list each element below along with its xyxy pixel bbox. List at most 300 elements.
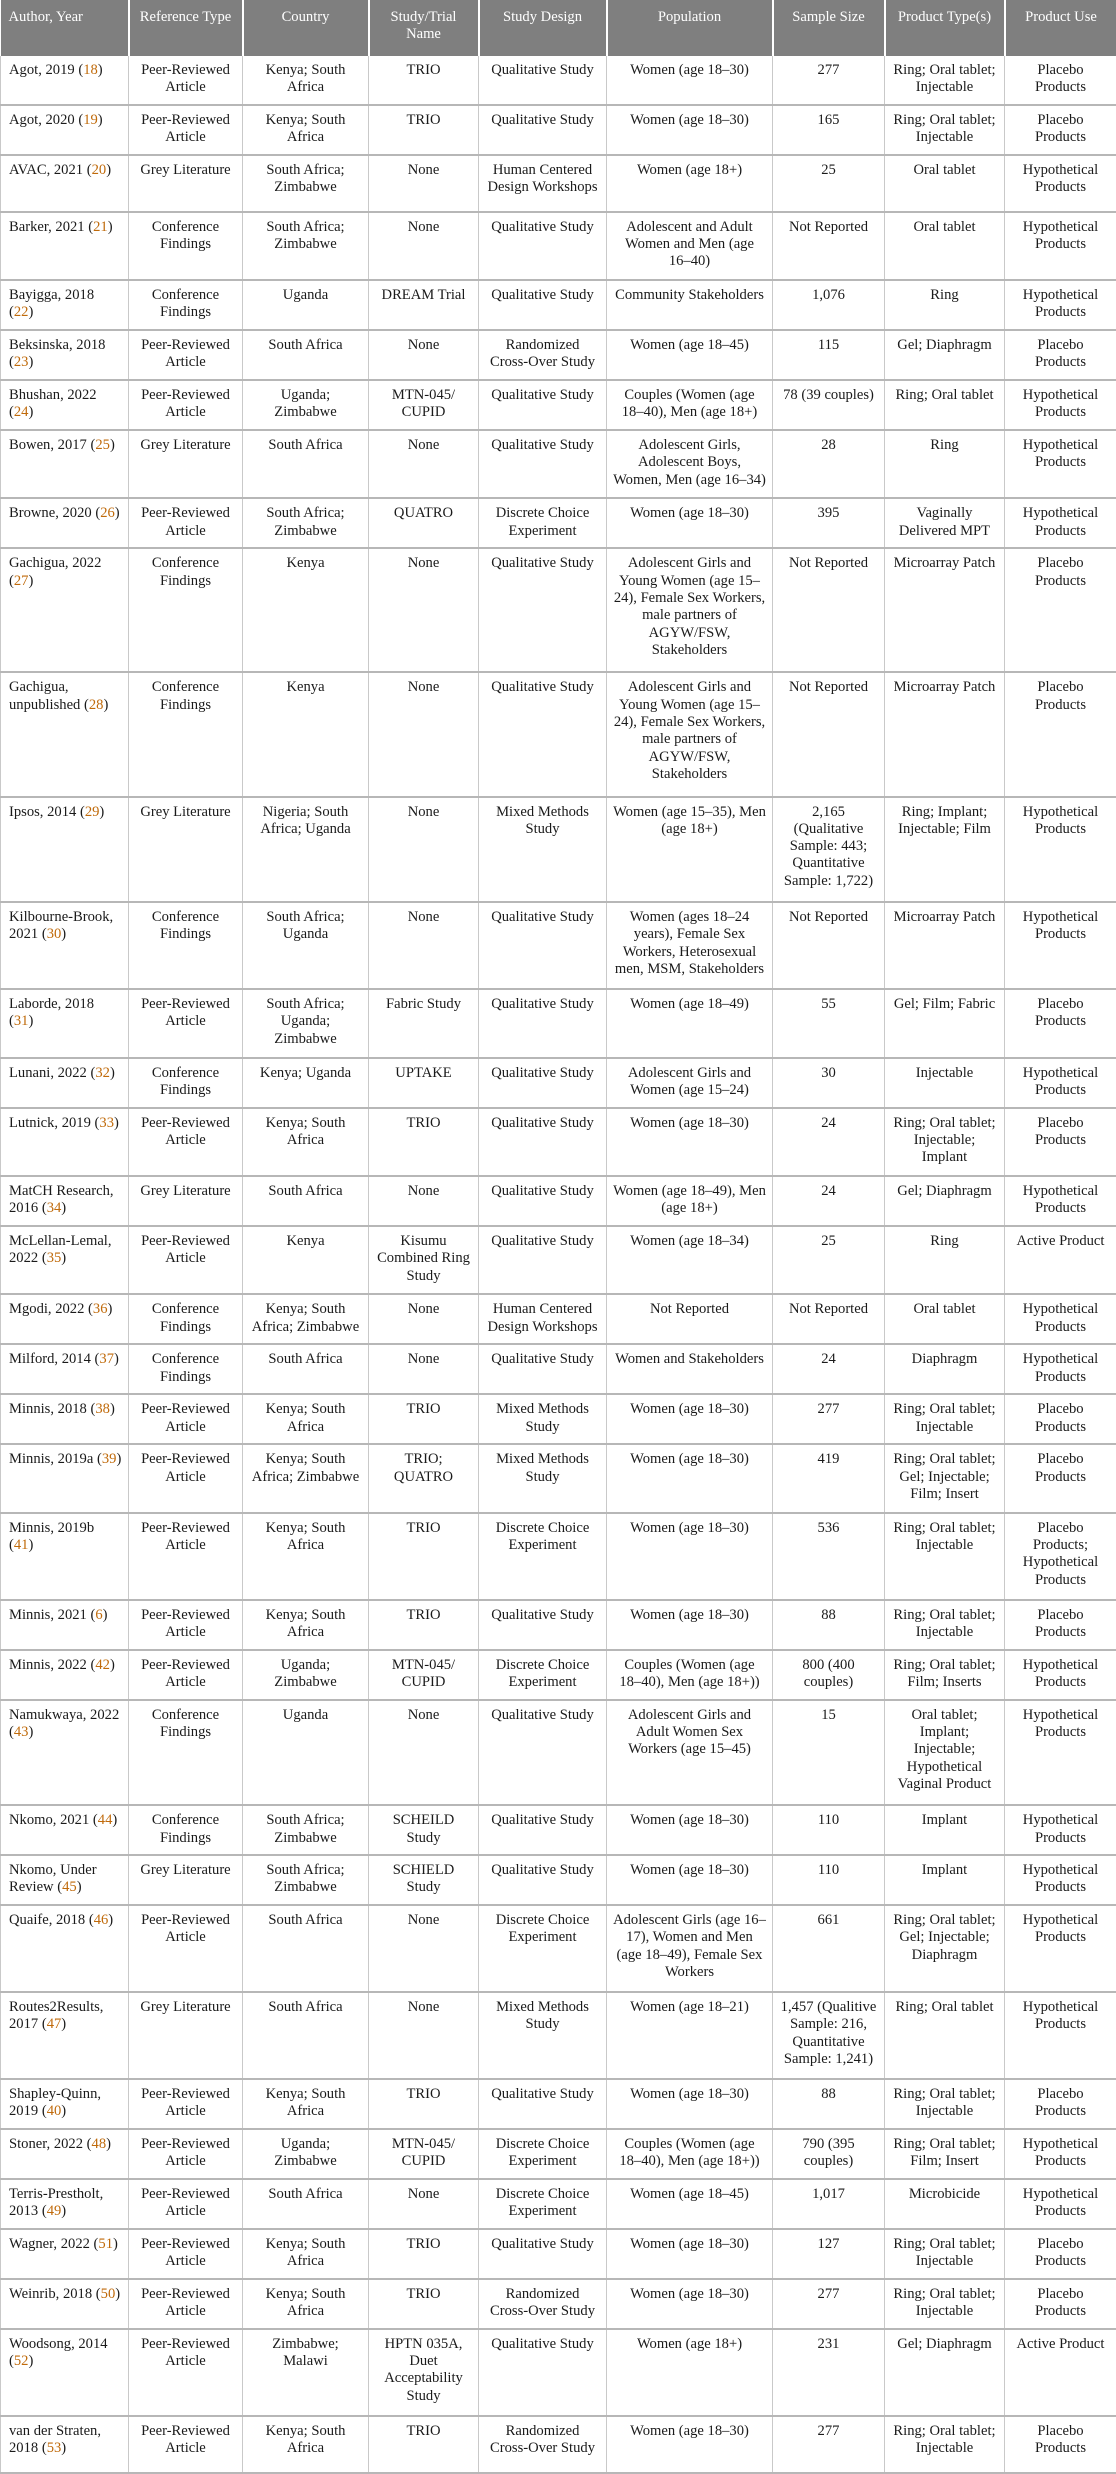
study-design-cell: Mixed Methods Study <box>479 797 607 903</box>
study-design-cell: Qualitative Study <box>479 430 607 498</box>
table-row <box>1 105 1116 155</box>
author-year-text: Quaife, 2018 ( <box>9 1912 94 1929</box>
author-year-text: McLellan-Lemal, 2022 ( <box>9 1233 112 1267</box>
author-year-text: Terris-Prestholt, 2013 ( <box>9 2186 104 2220</box>
table-row <box>1 548 1116 672</box>
product-types-cell: Oral tablet <box>885 155 1005 212</box>
sample-size-cell: 25 <box>773 155 885 212</box>
reference-number-link[interactable]: 27 <box>13 572 29 589</box>
reference-type-cell: Peer-Reviewed Article <box>129 1600 243 1650</box>
population-cell: Women (age 18–45) <box>607 330 773 380</box>
sample-size-cell: 661 <box>773 1905 885 1992</box>
product-use-cell: Placebo Products <box>1005 548 1116 672</box>
study-name-cell: MTN-045/ CUPID <box>369 380 479 430</box>
reference-type-cell: Peer-Reviewed Article <box>129 1444 243 1512</box>
study-name-cell: TRIO <box>369 2279 479 2329</box>
product-use-cell: Hypothetical Products <box>1005 1058 1116 1108</box>
sample-size-cell: 127 <box>773 2229 885 2279</box>
closing-parenthesis: ) <box>28 572 34 589</box>
reference-number-link[interactable]: 24 <box>13 404 29 421</box>
closing-parenthesis: ) <box>28 304 34 321</box>
product-types-cell: Ring; Oral tablet; Injectable <box>885 1394 1005 1444</box>
column-header-study-design: Study Design <box>479 0 607 56</box>
closing-parenthesis: ) <box>103 696 109 713</box>
column-header-product-use: Product Use <box>1005 0 1116 56</box>
table-row <box>1 2079 1116 2129</box>
population-cell: Women (age 18–30) <box>607 1444 773 1512</box>
country-cell: Uganda <box>243 280 369 330</box>
reference-number-link[interactable]: 6 <box>95 1606 103 1623</box>
population-cell: Couples (Women (age 18–40), Men (age 18+)) <box>607 1650 773 1700</box>
population-cell: Women (age 18–30) <box>607 1855 773 1905</box>
column-header-country: Country <box>243 0 369 56</box>
product-types-cell: Ring; Oral tablet; Film; Inserts <box>885 1650 1005 1700</box>
author-year-text: Kilbourne-Brook, 2021 ( <box>9 909 114 943</box>
country-cell: Kenya; South Africa <box>243 2416 369 2473</box>
closing-parenthesis: ) <box>109 1064 115 1081</box>
reference-number-link[interactable]: 23 <box>13 354 29 371</box>
population-cell: Women (age 18–30) <box>607 498 773 548</box>
author-year-cell <box>1 1600 129 1650</box>
country-cell: South Africa <box>243 330 369 380</box>
table-row <box>1 1855 1116 1905</box>
country-cell: South Africa; Zimbabwe <box>243 1855 369 1905</box>
author-year-cell <box>1 212 129 280</box>
reference-number-link[interactable]: 46 <box>93 1912 109 1929</box>
closing-parenthesis: ) <box>28 2353 34 2370</box>
product-types-cell: Oral tablet <box>885 212 1005 280</box>
population-cell: Women (age 18–49) <box>607 989 773 1057</box>
product-use-cell: Hypothetical Products <box>1005 797 1116 903</box>
reference-type-cell: Peer-Reviewed Article <box>129 56 243 105</box>
population-cell: Women (ages 18–24 years), Female Sex Workers, Heterosexual men, MSM, Stakeholders <box>607 902 773 989</box>
product-use-cell: Hypothetical Products <box>1005 280 1116 330</box>
closing-parenthesis: ) <box>115 2285 121 2302</box>
closing-parenthesis: ) <box>106 2136 111 2153</box>
sample-size-cell: 28 <box>773 430 885 498</box>
sample-size-cell: Not Reported <box>773 212 885 280</box>
reference-type-cell: Peer-Reviewed Article <box>129 1905 243 1992</box>
study-design-cell: Discrete Choice Experiment <box>479 2129 607 2179</box>
sample-size-cell: 1,076 <box>773 280 885 330</box>
country-cell: Zimbabwe; Malawi <box>243 2329 369 2416</box>
closing-parenthesis: ) <box>109 1656 115 1673</box>
reference-number-link[interactable]: 34 <box>46 1200 62 1217</box>
study-design-cell: Qualitative Study <box>479 280 607 330</box>
reference-number-link[interactable]: 53 <box>46 2440 62 2457</box>
reference-type-cell: Peer-Reviewed Article <box>129 1650 243 1700</box>
product-use-cell: Placebo Products <box>1005 2079 1116 2129</box>
reference-type-cell: Peer-Reviewed Article <box>129 330 243 380</box>
product-use-cell: Placebo Products <box>1005 2229 1116 2279</box>
study-name-cell: TRIO <box>369 1513 479 1600</box>
column-header-study-trial-name: Study/Trial Name <box>369 0 479 56</box>
study-design-cell: Qualitative Study <box>479 1805 607 1855</box>
product-use-cell: Hypothetical Products <box>1005 2179 1116 2229</box>
sample-size-cell: 24 <box>773 1344 885 1394</box>
reference-type-cell: Conference Findings <box>129 280 243 330</box>
country-cell: Nigeria; South Africa; Uganda <box>243 797 369 903</box>
study-name-cell: None <box>369 212 479 280</box>
reference-number-link[interactable]: 41 <box>13 1537 29 1554</box>
author-year-text: Bayigga, 2018 ( <box>9 287 95 321</box>
product-types-cell: Ring; Oral tablet; Gel; Injectable; Film; Insert <box>885 1444 1005 1512</box>
table-row <box>1 2416 1116 2473</box>
author-year-cell <box>1 1444 129 1512</box>
product-use-cell: Placebo Products <box>1005 1108 1116 1176</box>
table-row <box>1 1805 1116 1855</box>
product-types-cell: Ring; Oral tablet; Gel; Injectable; Diaphragm <box>885 1905 1005 1992</box>
closing-parenthesis: ) <box>116 1451 122 1468</box>
closing-parenthesis: ) <box>76 1879 82 1896</box>
population-cell: Women (age 18–21) <box>607 1992 773 2079</box>
reference-type-cell: Peer-Reviewed Article <box>129 1108 243 1176</box>
reference-type-cell: Conference Findings <box>129 1344 243 1394</box>
population-cell: Women (age 18+) <box>607 2329 773 2416</box>
reference-number-link[interactable]: 48 <box>91 2136 107 2153</box>
reference-number-link[interactable]: 43 <box>13 1723 29 1740</box>
author-year-cell <box>1 330 129 380</box>
study-design-cell: Randomized Cross-Over Study <box>479 2416 607 2473</box>
author-year-text: Browne, 2020 ( <box>9 505 101 522</box>
country-cell: Kenya; Uganda <box>243 1058 369 1108</box>
author-year-text: Beksinska, 2018 ( <box>9 337 106 371</box>
closing-parenthesis: ) <box>108 1912 114 1929</box>
population-cell: Adolescent Girls and Women (age 15–24) <box>607 1058 773 1108</box>
product-use-cell: Placebo Products <box>1005 1444 1116 1512</box>
author-year-cell <box>1 1805 129 1855</box>
study-design-cell: Discrete Choice Experiment <box>479 2179 607 2229</box>
population-cell: Women (age 15–35), Men (age 18+) <box>607 797 773 903</box>
reference-number-link[interactable]: 29 <box>84 803 100 820</box>
author-year-text: Agot, 2020 ( <box>9 111 84 128</box>
product-types-cell: Ring; Oral tablet; Film; Insert <box>885 2129 1005 2179</box>
product-types-cell: Implant <box>885 1805 1005 1855</box>
product-types-cell: Oral tablet <box>885 1294 1005 1344</box>
sample-size-cell: 24 <box>773 1108 885 1176</box>
author-year-cell <box>1 1394 129 1444</box>
sample-size-cell: 800 (400 couples) <box>773 1650 885 1700</box>
table-row <box>1 430 1116 498</box>
author-year-cell <box>1 2179 129 2229</box>
sample-size-cell: 277 <box>773 1394 885 1444</box>
sample-size-cell: 277 <box>773 56 885 105</box>
product-types-cell: Ring; Oral tablet; Injectable; Implant <box>885 1108 1005 1176</box>
reference-number-link[interactable]: 51 <box>98 2236 114 2252</box>
study-design-cell: Human Centered Design Workshops <box>479 1294 607 1344</box>
author-year-text: Lutnick, 2019 ( <box>9 1114 100 1131</box>
product-use-cell: Placebo Products; Hypothetical Products <box>1005 1513 1116 1600</box>
sample-size-cell: 165 <box>773 105 885 155</box>
reference-number-link[interactable]: 31 <box>13 1013 29 1030</box>
product-use-cell: Hypothetical Products <box>1005 212 1116 280</box>
author-year-cell <box>1 1700 129 1806</box>
sample-size-cell: 15 <box>773 1700 885 1806</box>
study-design-cell: Qualitative Study <box>479 902 607 989</box>
country-cell: South Africa <box>243 430 369 498</box>
sample-size-cell: 88 <box>773 1600 885 1650</box>
country-cell: South Africa; Uganda; Zimbabwe <box>243 989 369 1057</box>
product-types-cell: Ring; Oral tablet; Injectable <box>885 2229 1005 2279</box>
study-name-cell: UPTAKE <box>369 1058 479 1108</box>
closing-parenthesis: ) <box>61 926 67 943</box>
reference-number-link[interactable]: 36 <box>92 1301 108 1318</box>
closing-parenthesis: ) <box>28 1013 34 1030</box>
product-types-cell: Diaphragm <box>885 1344 1005 1394</box>
reference-number-link[interactable]: 21 <box>93 218 108 235</box>
closing-parenthesis: ) <box>28 404 34 421</box>
closing-parenthesis: ) <box>61 2016 67 2033</box>
header-row <box>1 0 1116 56</box>
closing-parenthesis: ) <box>61 2440 67 2457</box>
reference-type-cell: Grey Literature <box>129 430 243 498</box>
table-row <box>1 1700 1116 1806</box>
study-name-cell: MTN-045/ CUPID <box>369 2129 479 2179</box>
sample-size-cell: 110 <box>773 1805 885 1855</box>
reference-number-link[interactable]: 39 <box>101 1451 117 1468</box>
author-year-cell <box>1 1058 129 1108</box>
country-cell: Kenya; South Africa <box>243 1600 369 1650</box>
reference-number-link[interactable]: 37 <box>99 1351 114 1368</box>
table-row <box>1 1108 1116 1176</box>
reference-type-cell: Peer-Reviewed Article <box>129 2279 243 2329</box>
study-design-cell: Qualitative Study <box>479 1226 607 1294</box>
sample-size-cell: 790 (395 couples) <box>773 2129 885 2179</box>
study-design-cell: Qualitative Study <box>479 212 607 280</box>
country-cell: Kenya; South Africa <box>243 2279 369 2329</box>
author-year-cell <box>1 1650 129 1700</box>
author-year-cell <box>1 280 129 330</box>
product-types-cell: Ring; Oral tablet; Injectable <box>885 56 1005 105</box>
sample-size-cell: 419 <box>773 1444 885 1512</box>
closing-parenthesis: ) <box>61 1250 67 1267</box>
author-year-cell <box>1 2279 129 2329</box>
sample-size-cell: 1,457 (Qualitive Sample: 216, Quantitative Sample: 1,241) <box>773 1992 885 2079</box>
reference-type-cell: Conference Findings <box>129 672 243 796</box>
author-year-cell <box>1 548 129 672</box>
product-types-cell: Ring <box>885 430 1005 498</box>
reference-number-link[interactable]: 32 <box>95 1064 110 1081</box>
product-types-cell: Ring; Oral tablet; Injectable <box>885 2279 1005 2329</box>
country-cell: South Africa; Zimbabwe <box>243 212 369 280</box>
study-name-cell: None <box>369 1294 479 1344</box>
table-row <box>1 2279 1116 2329</box>
sample-size-cell: 277 <box>773 2279 885 2329</box>
population-cell: Women (age 18–30) <box>607 2229 773 2279</box>
study-design-cell: Discrete Choice Experiment <box>479 1650 607 1700</box>
study-name-cell: None <box>369 155 479 212</box>
product-types-cell: Oral tablet; Implant; Injectable; Hypothetical Vaginal Product <box>885 1700 1005 1806</box>
product-types-cell: Ring; Oral tablet; Injectable <box>885 105 1005 155</box>
product-use-cell: Placebo Products <box>1005 2416 1116 2473</box>
reference-number-link[interactable]: 35 <box>46 1250 62 1267</box>
study-name-cell: Kisumu Combined Ring Study <box>369 1226 479 1294</box>
population-cell: Women (age 18–49), Men (age 18+) <box>607 1176 773 1226</box>
study-design-cell: Qualitative Study <box>479 2079 607 2129</box>
study-design-cell: Qualitative Study <box>479 1344 607 1394</box>
closing-parenthesis: ) <box>113 2236 118 2252</box>
product-use-cell: Hypothetical Products <box>1005 1650 1116 1700</box>
author-year-cell <box>1 380 129 430</box>
study-name-cell: None <box>369 797 479 903</box>
study-name-cell: MTN-045/ CUPID <box>369 1650 479 1700</box>
reference-number-link[interactable]: 49 <box>46 2203 62 2220</box>
reference-number-link[interactable]: 47 <box>46 2016 62 2033</box>
sample-size-cell: 277 <box>773 2416 885 2473</box>
author-year-text: Minnis, 2019b ( <box>9 1519 95 1554</box>
author-year-cell <box>1 1992 129 2079</box>
reference-number-link[interactable]: 50 <box>100 2285 116 2302</box>
reference-number-link[interactable]: 18 <box>83 62 98 78</box>
reference-type-cell: Conference Findings <box>129 902 243 989</box>
table-row <box>1 56 1116 105</box>
study-design-cell: Mixed Methods Study <box>479 1444 607 1512</box>
product-use-cell: Hypothetical Products <box>1005 2129 1116 2179</box>
country-cell: Kenya; South Africa <box>243 2079 369 2129</box>
product-use-cell: Hypothetical Products <box>1005 1176 1116 1226</box>
column-header-reference-type: Reference Type <box>129 0 243 56</box>
reference-type-cell: Peer-Reviewed Article <box>129 1394 243 1444</box>
product-types-cell: Ring <box>885 1226 1005 1294</box>
study-design-cell: Qualitative Study <box>479 56 607 105</box>
product-use-cell: Placebo Products <box>1005 330 1116 380</box>
reference-type-cell: Peer-Reviewed Article <box>129 2079 243 2129</box>
population-cell: Not Reported <box>607 1294 773 1344</box>
study-design-cell: Mixed Methods Study <box>479 1394 607 1444</box>
population-cell: Community Stakeholders <box>607 280 773 330</box>
sample-size-cell: 2,165 (Qualitative Sample: 443; Quantitative Sample: 1,722) <box>773 797 885 903</box>
product-use-cell: Placebo Products <box>1005 1600 1116 1650</box>
reference-number-link[interactable]: 22 <box>13 304 29 321</box>
reference-type-cell: Grey Literature <box>129 1176 243 1226</box>
population-cell: Women and Stakeholders <box>607 1344 773 1394</box>
reference-number-link[interactable]: 40 <box>46 2103 62 2120</box>
product-use-cell: Hypothetical Products <box>1005 1344 1116 1394</box>
country-cell: South Africa <box>243 1176 369 1226</box>
reference-number-link[interactable]: 19 <box>83 111 98 128</box>
table-row <box>1 330 1116 380</box>
population-cell: Women (age 18–34) <box>607 1226 773 1294</box>
population-cell: Adolescent Girls (age 16–17), Women and Men (age 18–49), Female Sex Workers <box>607 1905 773 1992</box>
author-year-text: Milford, 2014 ( <box>9 1351 100 1368</box>
product-types-cell: Ring; Oral tablet; Injectable <box>885 2079 1005 2129</box>
study-design-cell: Qualitative Study <box>479 989 607 1057</box>
author-year-text: Agot, 2019 ( <box>9 62 84 78</box>
study-name-cell: TRIO <box>369 2416 479 2473</box>
reference-number-link[interactable]: 20 <box>91 161 107 178</box>
study-design-cell: Discrete Choice Experiment <box>479 498 607 548</box>
closing-parenthesis: ) <box>109 436 115 453</box>
author-year-cell <box>1 672 129 796</box>
table-row <box>1 1394 1116 1444</box>
author-year-cell <box>1 902 129 989</box>
author-year-text: Barker, 2021 ( <box>9 218 94 235</box>
country-cell: South Africa <box>243 1992 369 2079</box>
table-row <box>1 1600 1116 1650</box>
reference-number-link[interactable]: 25 <box>95 436 110 453</box>
closing-parenthesis: ) <box>102 1606 108 1623</box>
population-cell: Women (age 18–30) <box>607 2279 773 2329</box>
table-row <box>1 1176 1116 1226</box>
reference-number-link[interactable]: 38 <box>95 1401 110 1418</box>
population-cell: Women (age 18–30) <box>607 105 773 155</box>
study-design-cell: Randomized Cross-Over Study <box>479 330 607 380</box>
study-design-cell: Randomized Cross-Over Study <box>479 2279 607 2329</box>
reference-number-link[interactable]: 52 <box>13 2353 29 2370</box>
study-name-cell: TRIO <box>369 1600 479 1650</box>
country-cell: Kenya; South Africa <box>243 1513 369 1600</box>
country-cell: Kenya; South Africa <box>243 1108 369 1176</box>
country-cell: Kenya <box>243 548 369 672</box>
country-cell: Kenya <box>243 1226 369 1294</box>
table-row <box>1 1294 1116 1344</box>
reference-number-link[interactable]: 45 <box>62 1879 77 1896</box>
country-cell: Uganda; Zimbabwe <box>243 1650 369 1700</box>
study-name-cell: None <box>369 1700 479 1806</box>
author-year-cell <box>1 56 129 105</box>
sample-size-cell: 25 <box>773 1226 885 1294</box>
table-row <box>1 989 1116 1057</box>
reference-number-link[interactable]: 42 <box>95 1656 110 1673</box>
population-cell: Women (age 18–30) <box>607 1108 773 1176</box>
study-design-cell: Qualitative Study <box>479 1108 607 1176</box>
study-name-cell: None <box>369 2179 479 2229</box>
product-types-cell: Ring; Oral tablet; Injectable <box>885 1513 1005 1600</box>
population-cell: Couples (Women (age 18–40), Men (age 18+) <box>607 380 773 430</box>
country-cell: Uganda; Zimbabwe <box>243 2129 369 2179</box>
reference-number-link[interactable]: 26 <box>100 505 115 522</box>
product-use-cell: Placebo Products <box>1005 56 1116 105</box>
product-types-cell: Vaginally Delivered MPT <box>885 498 1005 548</box>
study-name-cell: None <box>369 548 479 672</box>
column-header-population: Population <box>607 0 773 56</box>
table-row <box>1 212 1116 280</box>
closing-parenthesis: ) <box>28 354 34 371</box>
author-year-text: Wagner, 2022 ( <box>9 2236 99 2252</box>
sample-size-cell: 231 <box>773 2329 885 2416</box>
closing-parenthesis: ) <box>109 1401 115 1418</box>
author-year-text: Mgodi, 2022 ( <box>9 1301 93 1318</box>
reference-type-cell: Peer-Reviewed Article <box>129 989 243 1057</box>
reference-type-cell: Conference Findings <box>129 1294 243 1344</box>
reference-number-link[interactable]: 44 <box>97 1812 113 1829</box>
reference-number-link[interactable]: 33 <box>99 1114 114 1131</box>
author-year-cell <box>1 2129 129 2179</box>
population-cell: Women (age 18+) <box>607 155 773 212</box>
product-types-cell: Microbicide <box>885 2179 1005 2229</box>
population-cell: Adolescent Girls and Young Women (age 15–24), Female Sex Workers, male partners of AGYW/FSW, Stakeholders <box>607 548 773 672</box>
author-year-text: Minnis, 2018 ( <box>9 1401 96 1418</box>
product-types-cell: Gel; Diaphragm <box>885 1176 1005 1226</box>
reference-type-cell: Peer-Reviewed Article <box>129 2229 243 2279</box>
reference-type-cell: Conference Findings <box>129 1805 243 1855</box>
author-year-text: Nkomo, 2021 ( <box>9 1812 98 1829</box>
author-year-cell <box>1 2329 129 2416</box>
product-use-cell: Placebo Products <box>1005 672 1116 796</box>
author-year-cell <box>1 797 129 903</box>
reference-number-link[interactable]: 30 <box>46 926 62 943</box>
study-name-cell: TRIO <box>369 1394 479 1444</box>
study-design-cell: Qualitative Study <box>479 2329 607 2416</box>
study-design-cell: Qualitative Study <box>479 1058 607 1108</box>
product-use-cell: Hypothetical Products <box>1005 1855 1116 1905</box>
reference-number-link[interactable]: 28 <box>88 696 104 713</box>
study-name-cell: SCHIELD Study <box>369 1855 479 1905</box>
author-year-cell <box>1 2416 129 2473</box>
product-types-cell: Implant <box>885 1855 1005 1905</box>
reference-type-cell: Conference Findings <box>129 1058 243 1108</box>
table-row <box>1 2329 1116 2416</box>
